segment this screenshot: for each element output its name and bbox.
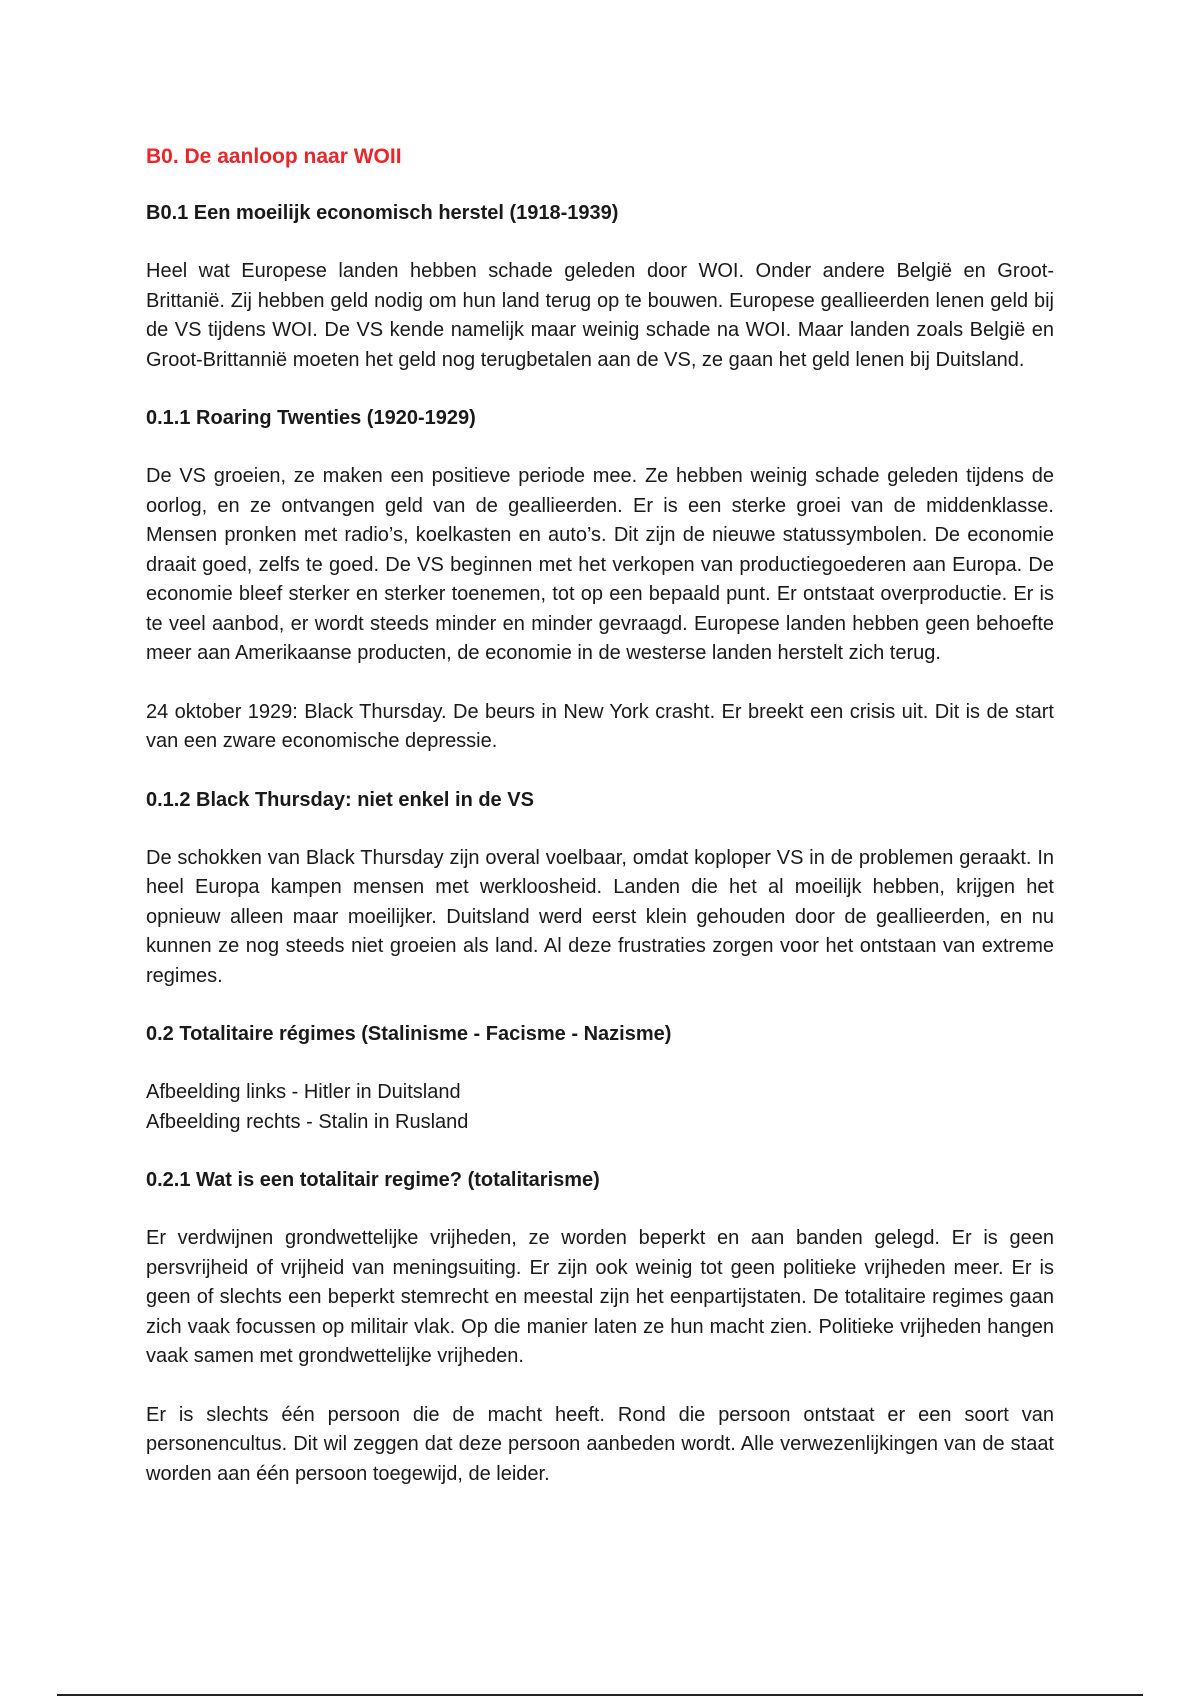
- document-title: B0. De aanloop naar WOII: [146, 145, 402, 168]
- section-heading-roaring-twenties: 0.1.1 Roaring Twenties (1920-1929): [146, 407, 476, 429]
- paragraph-freedoms: Er verdwijnen grondwettelijke vrijheden, ze worden beperkt en aan banden gelegd. Er is geen persvrijheid of vrijheid van meningsuiting. Er zijn ook weinig tot geen politieke vrijheden meer. Er is geen of slechts een beperkt stemrecht en meestal zijn het eenpartijstaten. De totalitaire regimes gaan zich vaak focussen op militair vlak. Op die manier laten ze hun macht zien. Politieke vrijheden hangen vaak samen met grondwettelijke vrijheden.: [146, 1227, 1054, 1367]
- section-heading-black-thursday: 0.1.2 Black Thursday: niet enkel in de VS: [146, 788, 534, 811]
- paragraph-black-thursday-date: 24 oktober 1929: Black Thursday. De beurs in New York crasht. Er breekt een crisis uit. Dit is de start van een zware economische depressie.: [146, 700, 1054, 752]
- section-heading-b0-1: B0.1 Een moeilijk economisch herstel (1918-1939): [146, 202, 619, 224]
- paragraph-black-thursday: De schokken van Black Thursday zijn overal voelbaar, omdat koploper VS in de problemen geraakt. In heel Europa kampen mensen met werkloosheid. Landen die het al moeilijk hebben, krijgen het opnieuw alleen maar moeilijker. Duitsland werd eerst klein gehouden door de geallieerden, en nu kunnen ze nog steeds niet groeien als land. Al deze frustraties zorgen voor het ontstaan van extreme regimes.: [146, 846, 1054, 987]
- caption-right-image: Afbeelding rechts - Stalin in Rusland: [146, 1110, 469, 1133]
- image-captions: [146, 1078, 1054, 1137]
- paragraph-personality-cult: Er is slechts één persoon die de macht heeft. Rond die persoon ontstaat er een soort van personencultus. Dit wil zeggen dat deze persoon aanbeden wordt. Alle verwezenlijkingen van de staat worden aan één persoon toegewijd, de leider.: [146, 1403, 1054, 1485]
- section-heading-totalitarian-regimes: 0.2 Totalitaire régimes (Stalinisme - Facisme - Nazisme): [146, 1023, 672, 1045]
- section-heading-totalitarianism: 0.2.1 Wat is een totalitair regime? (totalitarisme): [146, 1169, 600, 1191]
- paragraph-economic-recovery: Heel wat Europese landen hebben schade geleden door WOI. Onder andere België en Groot-Brittanië. Zij hebben geld nodig om hun land terug op te bouwen. Europese geallieerden lenen geld bij de VS tijdens WOI. De VS kende namelijk maar weinig schade na WOI. Maar landen zoals België en Groot-Brittannië moeten het geld nog terugbetalen aan de VS, ze gaan het geld lenen bij Duitsland.: [146, 260, 1054, 371]
- paragraph-roaring-twenties: De VS groeien, ze maken een positieve periode mee. Ze hebben weinig schade geleden tijdens de oorlog, en ze ontvangen geld van de geallieerden. Er is een sterke groei van de middenklasse. Mensen pronken met radio’s, koelkasten en auto’s. Dit zijn de nieuwe statussymbolen. De economie draait goed, zelfs te goed. De VS beginnen met het verkopen van productiegoederen aan Europa. De economie bleef sterker en sterker toenemen, tot op een bepaald punt. Er ontstaat overproductie. Er is te veel aanbod, er wordt steeds minder en minder gevraagd. Europese landen hebben geen behoefte meer aan Amerikaanse producten, de economie in de westerse landen herstelt zich terug.: [146, 465, 1054, 664]
- caption-left-image: Afbeelding links - Hitler in Duitsland: [146, 1081, 461, 1103]
- document-page: [146, 143, 1054, 1518]
- page-bottom-rule: [57, 1694, 1143, 1696]
